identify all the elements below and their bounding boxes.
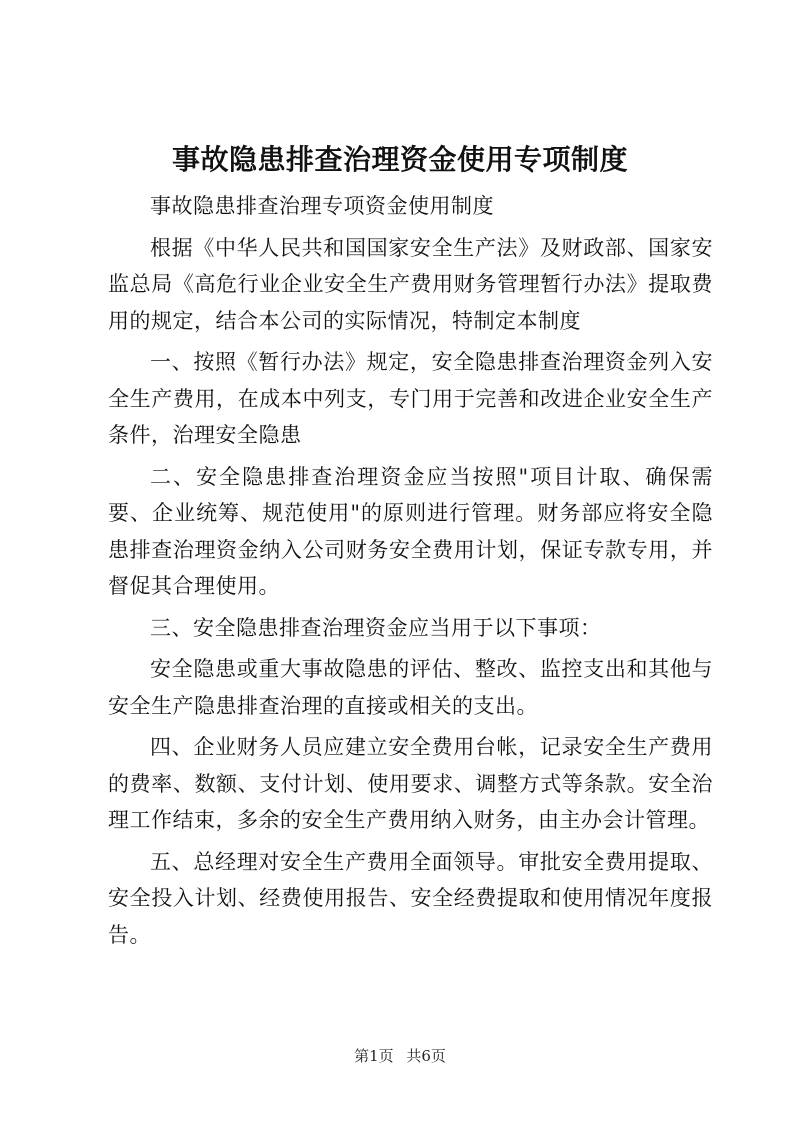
paragraph-section-1: 一、按照《暂行办法》规定，安全隐患排查治理资金列入安全生产费用，在成本中列支，专门用于完善和改进企业安全生产条件，治理安全隐患 (108, 350, 713, 447)
page-total: 共6页 (406, 1047, 446, 1065)
paragraph-section-5: 五、总经理对安全生产费用全面领导。审批安全费用提取、安全投入计划、经费使用报告、安全经费提取和使用情况年度报告。 (108, 849, 713, 947)
paragraph-section-4: 四、企业财务人员应建立安全费用台帐，记录安全生产费用的费率、数额、支付计划、使用要求、调整方式等条款。安全治理工作结束，多余的安全生产费用纳入财务，由主办会计管理。 (108, 735, 713, 832)
page-footer (0, 1045, 800, 1067)
paragraph-section-2: 二、安全隐患排查治理资金应当按照"项目计取、确保需要、企业统筹、规范使用"的原则进行管理。财务部应将安全隐患排查治理资金纳入公司财务安全费用计划，保证专款专用，并督促其合理使用。 (108, 464, 713, 598)
paragraph-section-3-detail: 安全隐患或重大事故隐患的评估、整改、监控支出和其他与安全生产隐患排查治理的直接或相关的支出。 (108, 657, 713, 718)
paragraph-subtitle: 事故隐患排查治理专项资金使用制度 (150, 194, 494, 218)
page-number: 第1页 (354, 1047, 394, 1065)
document-title: 事故隐患排查治理资金使用专项制度 (171, 143, 628, 176)
paragraph-basis: 根据《中华人民共和国国家安全生产法》及财政部、国家安监总局《高危行业企业安全生产费用财务管理暂行办法》提取费用的规定，结合本公司的实际情况，特制定本制度 (108, 235, 713, 333)
document-body (108, 188, 713, 953)
paragraph-section-3: 三、安全隐患排查治理资金应当用于以下事项： (150, 615, 602, 640)
